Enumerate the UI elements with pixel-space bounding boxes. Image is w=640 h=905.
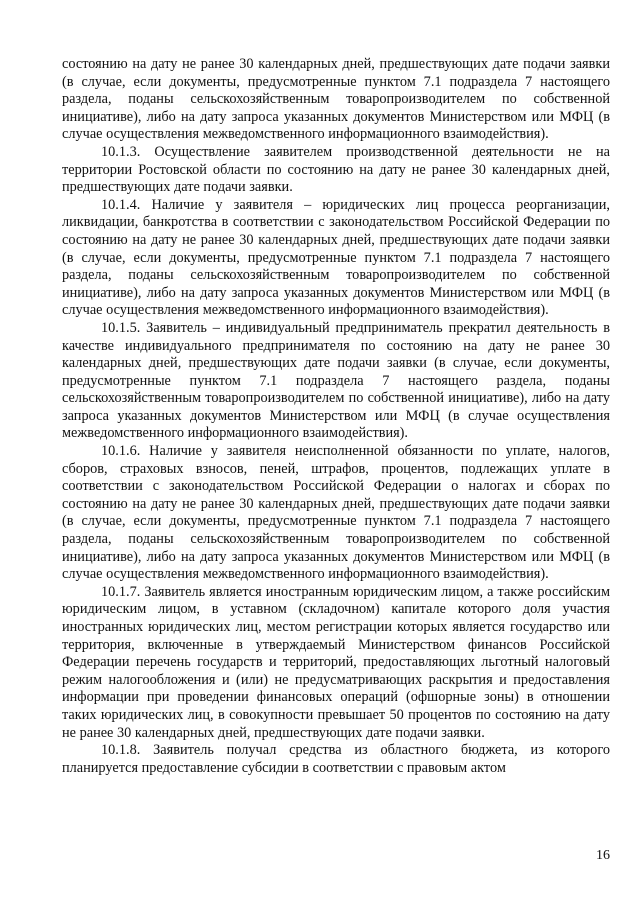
paragraph-10-1-5: 10.1.5. Заявитель – индивидуальный предприниматель прекратил деятельность в качестве индивидуального предпринимателя по состоянию на дату не ранее 30 календарных дней, предшествующих дате подачи заявки (в случае, если документы, предусмотренные пунктом 7.1 подраздела 7 настоящего раздела, поданы сельскохозяйственным товаропроизводителем по собственной инициативе), либо на дату запроса указанных документов Министерством или МФЦ (в случае осуществления межведомственного информационного взаимодействия). [62, 319, 610, 442]
document-body [62, 56, 610, 777]
paragraph-10-1-3: 10.1.3. Осуществление заявителем производственной деятельности не на территории Ростовской области по состоянию на дату не ранее 30 календарных дней, предшествующих дате подачи заявки. [62, 143, 610, 196]
page-number: 16 [596, 848, 610, 863]
paragraph-10-1-4: 10.1.4. Наличие у заявителя – юридических лиц процесса реорганизации, ликвидации, банкротства в соответствии с законодательством Российской Федерации по состоянию на дату не ранее 30 календарных дней, предшествующих дате подачи заявки (в случае, если документы, предусмотренные пунктом 7.1 подраздела 7 настоящего раздела, поданы сельскохозяйственным товаропроизводителем по собственной инициативе), либо на дату запроса указанных документов Министерством или МФЦ (в случае осуществления межведомственного информационного взаимодействия). [62, 196, 610, 319]
paragraph-continuation: состоянию на дату не ранее 30 календарных дней, предшествующих дате подачи заявки (в случае, если документы, предусмотренные пунктом 7.1 подраздела 7 настоящего раздела, поданы сельскохозяйственным товаропроизводителем по собственной инициативе), либо на дату запроса указанных документов Министерством или МФЦ (в случае осуществления межведомственного информационного взаимодействия). [62, 56, 610, 143]
paragraph-10-1-6: 10.1.6. Наличие у заявителя неисполненной обязанности по уплате, налогов, сборов, страховых взносов, пеней, штрафов, процентов, подлежащих уплате в соответствии с законодательством Российской Федерации о налогах и сборах по состоянию на дату не ранее 30 календарных дней, предшествующих дате подачи заявки (в случае, если документы, предусмотренные пунктом 7.1 подраздела 7 настоящего раздела, поданы сельскохозяйственным товаропроизводителем по собственной инициативе), либо на дату запроса указанных документов Министерством или МФЦ (в случае осуществления межведомственного информационного взаимодействия). [62, 443, 610, 583]
paragraph-10-1-7: 10.1.7. Заявитель является иностранным юридическим лицом, а также российским юридическим лицом, в уставном (складочном) капитале которого доля участия иностранных юридических лиц, местом регистрации которых является государство или территория, включенные в утверждаемый Министерством финансов Российской Федерации перечень государств и территорий, предоставляющих льготный налоговый режим налогообложения и (или) не предусматривающих раскрытия и предоставления информации при проведении финансовых операций (офшорные зоны) в отношении таких юридических лиц, в совокупности превышает 50 процентов по состоянию на дату не ранее 30 календарных дней, предшествующих дате подачи заявки. [62, 583, 610, 741]
paragraph-10-1-8: 10.1.8. Заявитель получал средства из областного бюджета, из которого планируется предоставление субсидии в соответствии с правовым актом [62, 742, 610, 776]
